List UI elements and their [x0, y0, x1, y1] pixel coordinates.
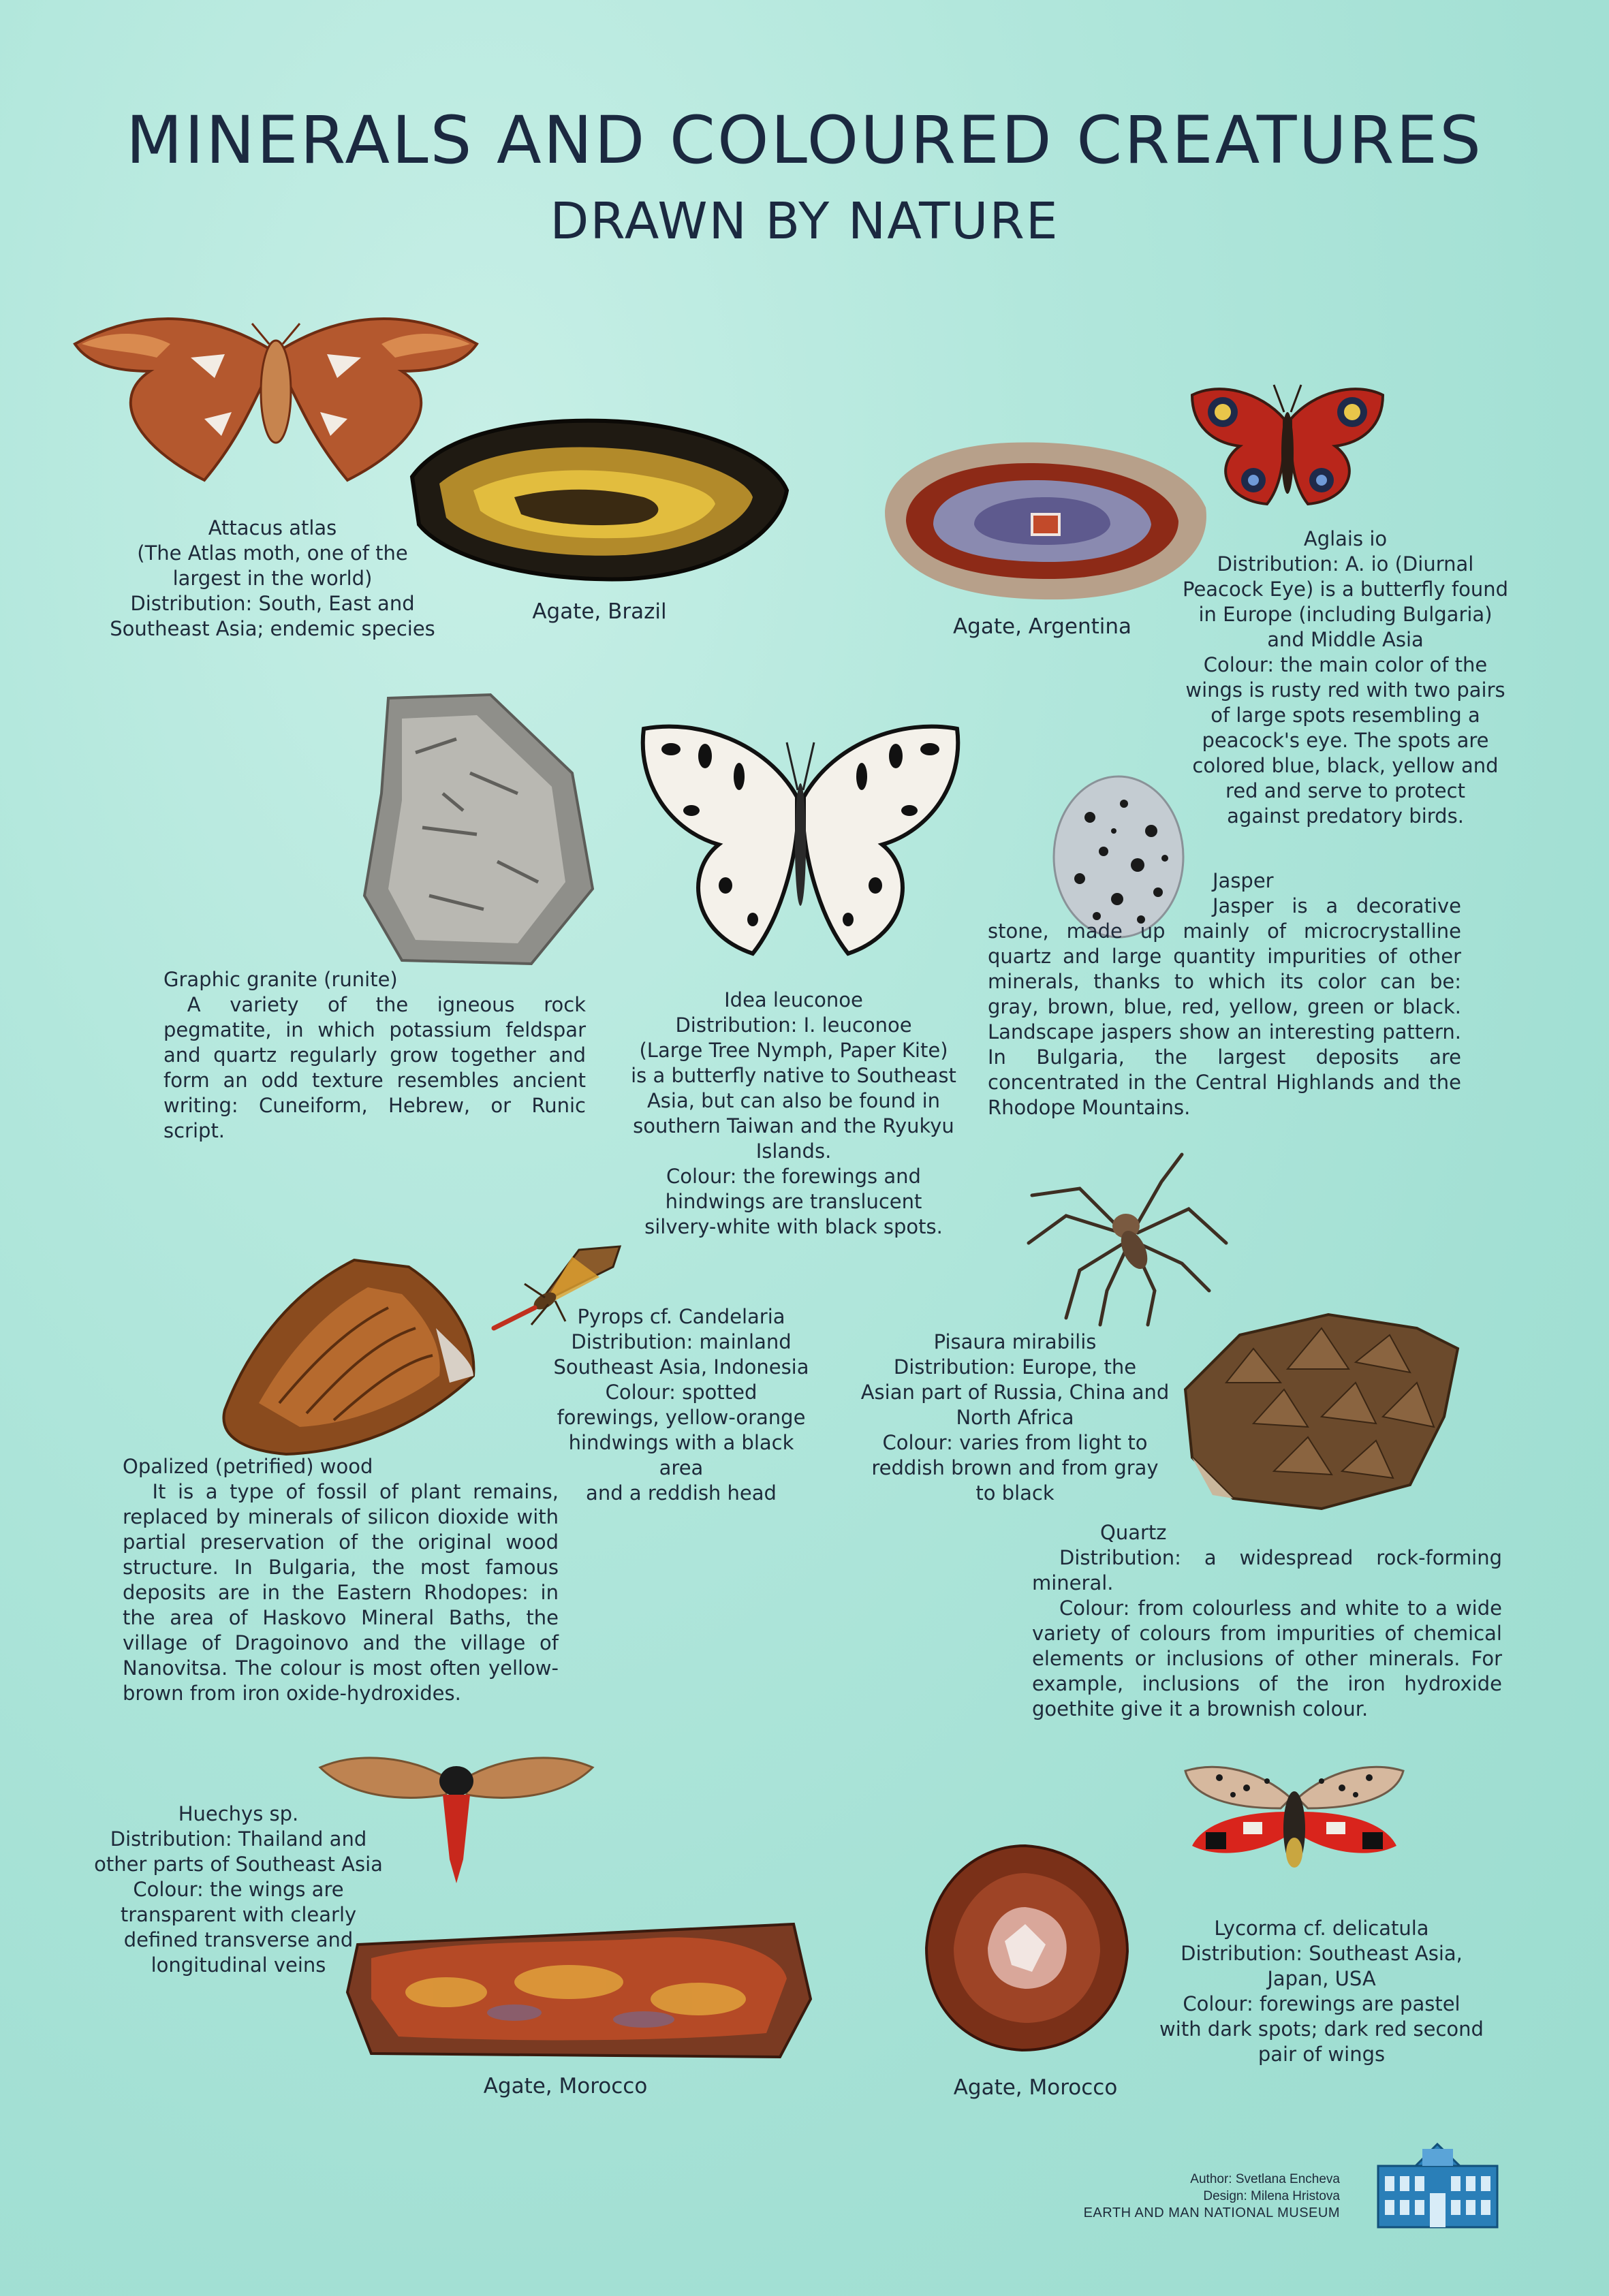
graphic-granite-caption	[163, 967, 586, 1144]
caption-line: in Europe (including Bulgaria)	[1198, 603, 1493, 626]
caption-line: Southeast Asia; endemic species	[110, 617, 435, 640]
caption-line: silvery-white with black spots.	[644, 1215, 943, 1238]
caption-line: (The Atlas moth, one of the	[137, 541, 408, 565]
agate-brazil-illustration	[405, 415, 794, 586]
idea-leuconoe-caption	[613, 988, 974, 1240]
caption-line: wings is rusty red with two pairs	[1185, 678, 1505, 702]
jasper-caption	[988, 868, 1461, 1120]
granite-illustration	[361, 691, 596, 967]
pisaura-caption	[852, 1330, 1178, 1506]
caption-text: Colour: from colourless and white to a wide variety of colours from impurities of chemical elements or inclusions of other minerals. For example, inclusions of the iron hydroxide goethite give it a brownish colour.	[1032, 1597, 1502, 1720]
caption-line: Distribution: mainland	[571, 1330, 792, 1353]
caption-line: Lycorma cf. delicatula	[1214, 1917, 1429, 1940]
caption-line: Distribution: South, East and	[130, 592, 415, 615]
caption-line: North Africa	[956, 1406, 1074, 1429]
agate-argentina-label: Agate, Argentina	[952, 614, 1132, 639]
caption-line: Idea leuconoe	[724, 988, 863, 1011]
caption-line: forewings, yellow-orange	[557, 1406, 806, 1429]
caption-line: colored blue, black, yellow and	[1192, 754, 1499, 777]
caption-line: (Large Tree Nymph, Paper Kite)	[639, 1039, 948, 1062]
caption-line: Peacock Eye) is a butterfly found	[1182, 578, 1508, 601]
caption-line: is a butterfly native to Southeast	[631, 1064, 956, 1087]
caption-line: Asia, but can also be found in	[646, 1089, 941, 1112]
caption-line: longitudinal veins	[151, 1953, 326, 1977]
caption-line: red and serve to protect	[1225, 779, 1465, 802]
lycorma-caption	[1158, 1916, 1485, 2067]
quartz-illustration	[1172, 1308, 1465, 1512]
pisaura-spider-illustration	[1025, 1154, 1230, 1325]
caption-line: Japan, USA	[1267, 1967, 1376, 1990]
caption-text: Distribution: a widespread rock-forming mineral.	[1032, 1546, 1502, 1594]
caption-line: transparent with clearly	[120, 1903, 357, 1926]
caption-title: Graphic granite (runite)	[163, 968, 398, 991]
agate-morocco-nodule-illustration	[923, 1842, 1131, 2054]
caption-line: Distribution: A. io (Diurnal	[1217, 552, 1474, 576]
caption-line: Distribution: I. leuconoe	[675, 1013, 912, 1037]
credits	[1084, 2171, 1340, 2222]
caption-line: Colour: spotted	[605, 1381, 757, 1404]
agate-argentina-illustration	[872, 439, 1213, 603]
idea-leuconoe-butterfly-illustration	[630, 715, 971, 960]
pyrops-caption	[545, 1304, 817, 1506]
caption-line: to black	[975, 1481, 1055, 1505]
caption-text: Jasper is a decorative stone, made up mainly of microcrystalline quartz and large quantity impurities of other minerals, thanks to which its color can be: gray, brown, blue, red, yellow, green or black. Landscape jaspers show an interesting pattern. In Bulgaria, the largest deposits are concentrated in the Central Highlands and the Rhodope Mountains.	[988, 894, 1461, 1119]
museum-name: EARTH AND MAN NATIONAL MUSEUM	[1083, 2205, 1340, 2220]
author-credit: Author: Svetlana Encheva	[1190, 2172, 1340, 2186]
caption-line: Southeast Asia, Indonesia	[553, 1355, 809, 1379]
caption-line: hindwings are translucent	[665, 1190, 922, 1213]
caption-line: Colour: the wings are	[133, 1878, 344, 1901]
lycorma-insect-illustration	[1178, 1757, 1410, 1873]
page-subtitle: DRAWN BY NATURE	[550, 192, 1059, 251]
caption-line: peacock's eye. The spots are	[1202, 729, 1489, 752]
caption-line: Aglais io	[1303, 527, 1388, 550]
caption-line: Asian part of Russia, China and	[860, 1381, 1170, 1404]
caption-line: largest in the world)	[172, 567, 373, 590]
quartz-caption	[1032, 1520, 1502, 1722]
caption-line: other parts of Southeast Asia	[94, 1853, 383, 1876]
caption-line: Pisaura mirabilis	[933, 1330, 1097, 1353]
caption-line: Colour: the main color of the	[1203, 653, 1488, 676]
caption-line: defined transverse and	[123, 1928, 354, 1951]
caption-line: Huechys sp.	[178, 1802, 299, 1825]
agate-morocco-label-2: Agate, Morocco	[953, 2075, 1118, 2100]
caption-title: Jasper	[1213, 869, 1274, 892]
caption-line: and Middle Asia	[1267, 628, 1424, 651]
museum-logo-icon	[1375, 2139, 1501, 2231]
caption-line: with dark spots; dark red second	[1159, 2017, 1484, 2041]
caption-line: and a reddish head	[586, 1481, 777, 1505]
aglais-io-caption	[1168, 526, 1522, 829]
agate-brazil-label: Agate, Brazil	[532, 599, 667, 624]
caption-line: Islands.	[755, 1139, 832, 1163]
caption-line: Pyrops cf. Candelaria	[577, 1305, 785, 1328]
caption-text: A variety of the igneous rock pegmatite, in which potassium feldspar and quartz regularly grow together and form an odd texture resembles ancient writing: Cuneiform, Hebrew, or Runic script.	[163, 993, 586, 1142]
caption-line: Attacus atlas	[208, 516, 337, 539]
caption-text: It is a type of fossil of plant remains, replaced by minerals of silicon dioxide with partial preservation of the original wood structure. In Bulgaria, the most famous deposits are in the Eastern Rhodopes: in the area of Haskovo Mineral Baths, the village of Dragoinovo and the village of Nanovitsa. The colour is most often yellow-brown from iron oxide-hydroxides.	[123, 1480, 559, 1705]
aglais-io-butterfly-illustration	[1185, 378, 1390, 514]
opalized-wood-caption	[123, 1454, 559, 1706]
caption-line: hindwings with a black area	[568, 1431, 794, 1479]
caption-line: Colour: the forewings and	[666, 1165, 921, 1188]
opalized-wood-illustration	[204, 1253, 484, 1458]
caption-line: reddish brown and from gray	[871, 1456, 1159, 1479]
agate-morocco-label-1: Agate, Morocco	[483, 2074, 648, 2098]
caption-line: pair of wings	[1257, 2043, 1386, 2066]
caption-line: Colour: varies from light to	[882, 1431, 1148, 1454]
design-credit: Design: Milena Hristova	[1203, 2189, 1340, 2203]
agate-morocco-slab-illustration	[344, 1917, 814, 2060]
caption-line: Distribution: Europe, the	[893, 1355, 1137, 1379]
page-title: MINERALS AND COLOURED CREATURES	[125, 102, 1484, 178]
caption-line: of large spots resembling a	[1210, 704, 1480, 727]
caption-line: Distribution: Southeast Asia,	[1181, 1942, 1463, 1965]
caption-line: against predatory birds.	[1227, 804, 1464, 828]
caption-line: Distribution: Thailand and	[110, 1827, 367, 1851]
atlas-moth-caption	[89, 516, 456, 642]
caption-title: Quartz	[1100, 1521, 1167, 1544]
caption-line: southern Taiwan and the Ryukyu	[633, 1114, 954, 1137]
caption-line: Colour: forewings are pastel	[1183, 1992, 1460, 2015]
caption-title: Opalized (petrified) wood	[123, 1455, 373, 1478]
